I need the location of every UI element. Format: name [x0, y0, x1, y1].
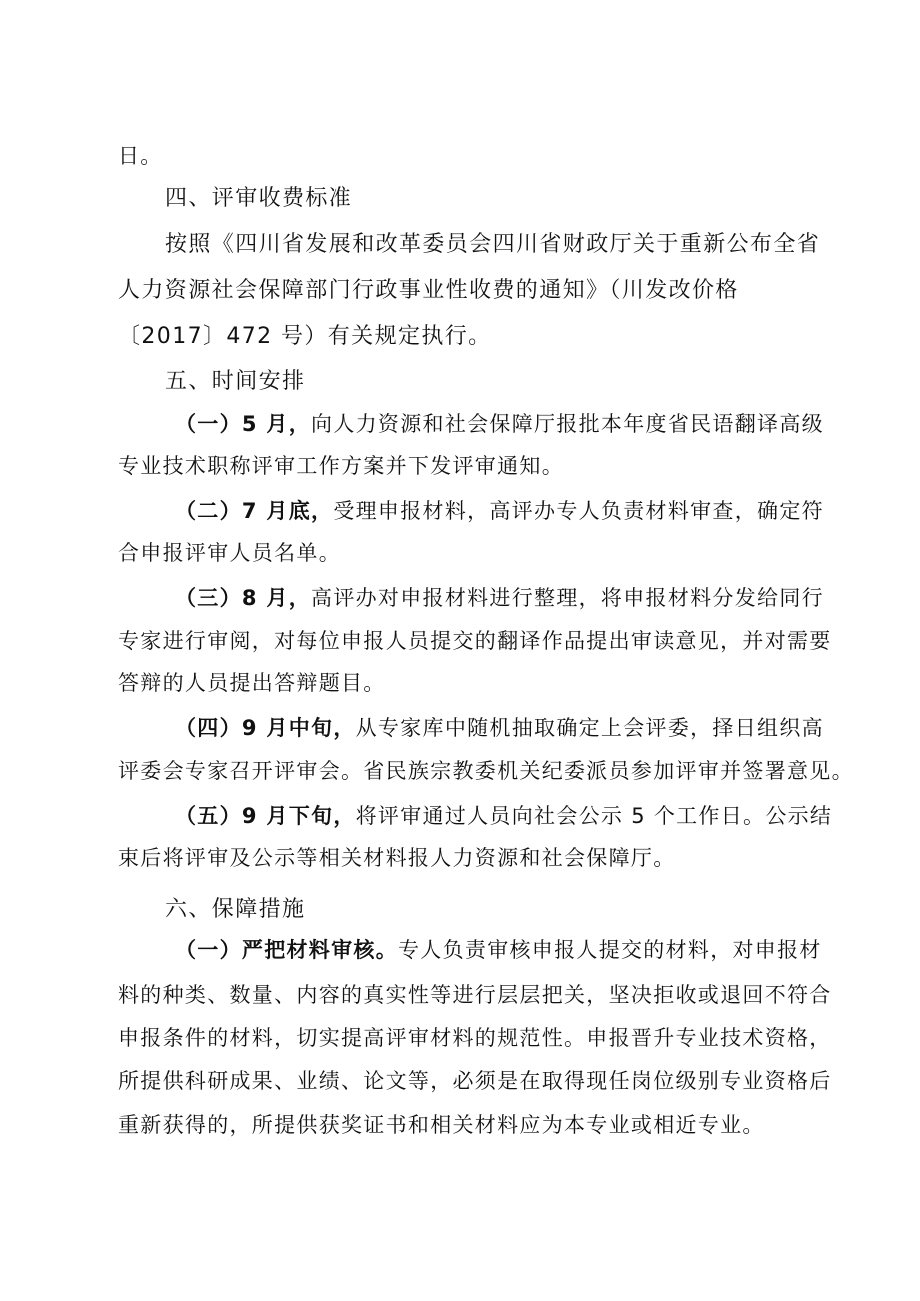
- schedule-item-4: [175, 713, 875, 743]
- section-heading-fee: 四、评审收费标准: [165, 186, 353, 211]
- schedule-item-5: [175, 801, 875, 831]
- schedule-item-2-text: 受理申报材料，高评办专人负责材料审查，确定符: [333, 499, 824, 523]
- measure-item-1: [175, 935, 875, 965]
- schedule-item-5-text: 将评审通过人员向社会公示 5 个工作日。公示结: [355, 804, 833, 828]
- measure-item-1-text: 专人负责审核申报人提交的材料，对申报材: [398, 938, 822, 962]
- text-line: 人力资源社会保障部门行政事业性收费的通知》（川发改价格: [118, 278, 739, 303]
- text-line: 所提供科研成果、业绩、论文等，必须是在取得现任岗位级别专业资格后: [118, 1069, 832, 1093]
- text-line: 答辩的人员提出答辩题目。: [118, 671, 386, 695]
- schedule-item-1: [175, 409, 875, 439]
- schedule-item-2: [175, 496, 875, 526]
- text-line: 〔2017〕472 号）有关规定执行。: [118, 324, 492, 349]
- schedule-item-3-lead: （三）8 月，: [175, 586, 312, 610]
- text-line: 按照《四川省发展和改革委员会四川省财政厅关于重新公布全省: [165, 232, 821, 257]
- schedule-item-3: [175, 583, 875, 613]
- section-heading-measures: 六、保障措施: [165, 897, 306, 922]
- text-line: 日。: [118, 144, 163, 168]
- text-line: 申报条件的材料，切实提高评审材料的规范性。申报晋升专业技术资格，: [118, 1026, 832, 1050]
- text-line: 合申报评审人员名单。: [118, 541, 341, 565]
- schedule-item-4-text: 从专家库中随机抽取确定上会评委，择日组织高: [355, 716, 824, 740]
- text-line: 评委会专家召开评审会。省民族宗教委机关纪委派员参加评审并签署意见。: [118, 759, 854, 783]
- text-line: 专业技术职称评审工作方案并下发评审通知。: [118, 454, 564, 478]
- schedule-item-1-text: 向人力资源和社会保障厅报批本年度省民语翻译高级: [311, 412, 824, 436]
- measure-item-1-lead: （一）严把材料审核。: [175, 938, 398, 962]
- text-line: 专家进行审阅，对每位申报人员提交的翻译作品提出审读意见，并对需要: [118, 629, 832, 653]
- schedule-item-3-text: 高评办对申报材料进行整理，将申报材料分发给同行: [311, 586, 824, 610]
- schedule-item-4-lead: （四）9 月中旬，: [175, 716, 356, 740]
- section-heading-schedule: 五、时间安排: [165, 369, 306, 394]
- schedule-item-2-lead: （二）7 月底，: [175, 499, 334, 523]
- text-line: 料的种类、数量、内容的真实性等进行层层把关，坚决拒收或退回不符合: [118, 983, 832, 1007]
- text-line: 重新获得的，所提供获奖证书和相关材料应为本专业或相近专业。: [118, 1113, 765, 1137]
- schedule-item-1-lead: （一）5 月，: [175, 412, 312, 436]
- schedule-item-5-lead: （五）9 月下旬，: [175, 804, 356, 828]
- text-line: 束后将评审及公示等相关材料报人力资源和社会保障厅。: [118, 846, 676, 870]
